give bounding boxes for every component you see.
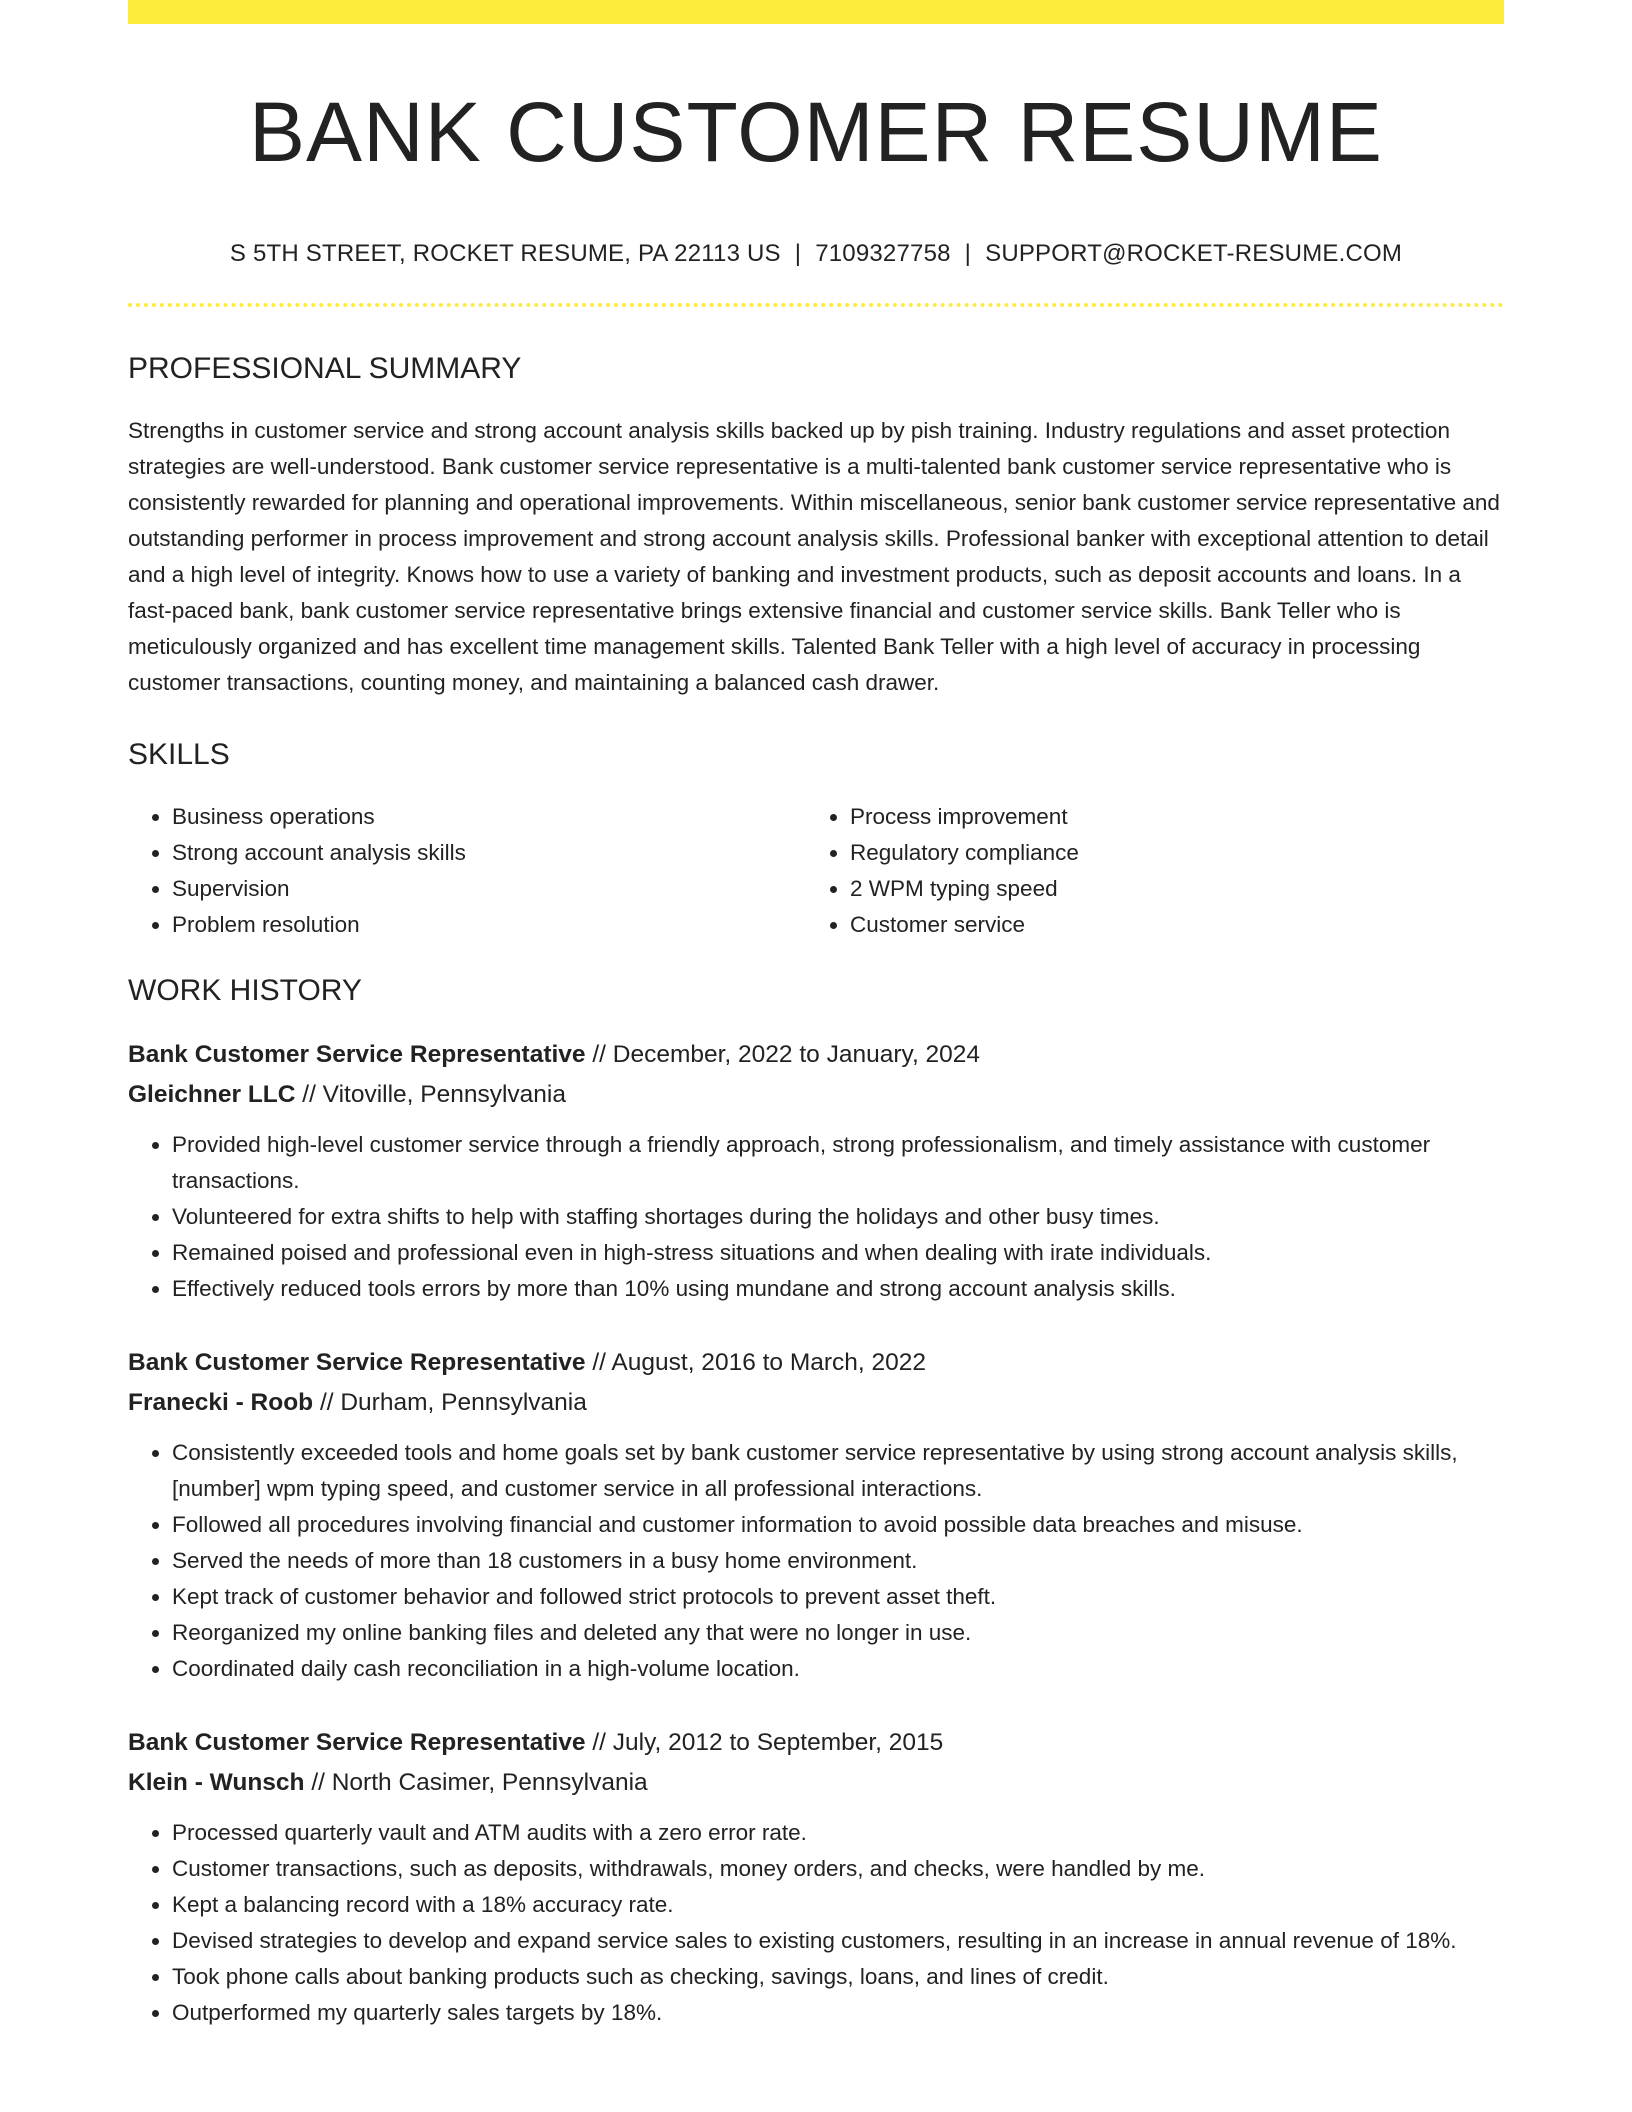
- job-bullets: [128, 1127, 1504, 1307]
- job-bullet: • Devised strategies to develop and expand service sales to existing customers, resulting in an increase in annual revenue of 18%.: [172, 1923, 1504, 1959]
- job-company-line: [128, 1383, 1504, 1423]
- skills-column-left: [128, 799, 806, 943]
- job-bullet: • Reorganized my online banking files and deleted any that were no longer in use.: [172, 1615, 1504, 1651]
- phone-text: 7109327758: [815, 240, 951, 268]
- skill-item: • Regulatory compliance: [850, 835, 1484, 871]
- job-company-line: [128, 1075, 1504, 1115]
- dotted-divider: [128, 303, 1504, 307]
- contact-line: [128, 240, 1504, 269]
- job-dates: // December, 2022 to January, 2024: [585, 1041, 981, 1069]
- job-bullet: • Took phone calls about banking products such as checking, savings, loans, and lines of credit.: [172, 1959, 1504, 1995]
- skill-item: • 2 WPM typing speed: [850, 871, 1484, 907]
- skills-heading: SKILLS: [128, 738, 230, 772]
- job-bullet: • Kept track of customer behavior and followed strict protocols to prevent asset theft.: [172, 1579, 1504, 1615]
- job-bullet: • Followed all procedures involving financial and customer information to avoid possible data breaches and misuse.: [172, 1507, 1504, 1543]
- job-bullet: • Remained poised and professional even in high-stress situations and when dealing with irate individuals.: [172, 1235, 1504, 1271]
- job-location: // North Casimer, Pennsylvania: [304, 1769, 648, 1797]
- job-entry: [128, 1035, 1504, 1307]
- work-history-heading: WORK HISTORY: [128, 974, 362, 1008]
- job-location: // Vitoville, Pennsylvania: [295, 1081, 567, 1109]
- job-bullet: • Customer transactions, such as deposits, withdrawals, money orders, and checks, were handled by me.: [172, 1851, 1504, 1887]
- skills-list: [128, 799, 1504, 943]
- job-bullet: • Consistently exceeded tools and home goals set by bank customer service representative by using strong account analysis skills, [number] wpm typing speed, and customer service in all professional interactions.: [172, 1435, 1504, 1507]
- skill-item: • Customer service: [850, 907, 1484, 943]
- job-dates: // August, 2016 to March, 2022: [585, 1349, 927, 1377]
- skill-item: • Business operations: [172, 799, 806, 835]
- job-bullet: • Effectively reduced tools errors by more than 10% using mundane and strong account analysis skills.: [172, 1271, 1504, 1307]
- job-bullet: • Outperformed my quarterly sales targets by 18%.: [172, 1995, 1504, 2031]
- job-company: Klein - Wunsch: [128, 1769, 305, 1797]
- job-dates: // July, 2012 to September, 2015: [585, 1729, 944, 1757]
- skill-item: • Strong account analysis skills: [172, 835, 806, 871]
- skill-item: • Supervision: [172, 871, 806, 907]
- skill-item: • Process improvement: [850, 799, 1484, 835]
- job-bullet: • Kept a balancing record with a 18% accuracy rate.: [172, 1887, 1504, 1923]
- job-bullets: [128, 1815, 1504, 2031]
- job-role-line: [128, 1343, 1504, 1383]
- address-text: S 5TH STREET, ROCKET RESUME, PA 22113 US: [229, 240, 781, 268]
- job-role-line: [128, 1723, 1504, 1763]
- job-location: // Durham, Pennsylvania: [313, 1389, 587, 1417]
- summary-heading: PROFESSIONAL SUMMARY: [128, 352, 522, 386]
- job-bullet: • Provided high-level customer service through a friendly approach, strong professionalism, and timely assistance with customer transactions.: [172, 1127, 1504, 1199]
- job-entry: [128, 1343, 1504, 1687]
- job-bullet: • Processed quarterly vault and ATM audits with a zero error rate.: [172, 1815, 1504, 1851]
- resume-page: [128, 0, 1504, 2031]
- skill-item: • Problem resolution: [172, 907, 806, 943]
- job-role: Bank Customer Service Representative: [128, 1349, 586, 1377]
- job-company: Gleichner LLC: [128, 1081, 296, 1109]
- job-bullet: • Served the needs of more than 18 customers in a busy home environment.: [172, 1543, 1504, 1579]
- job-entry: [128, 1723, 1504, 2031]
- job-role-line: [128, 1035, 1504, 1075]
- contact-separator: |: [794, 240, 802, 268]
- job-bullet: • Coordinated daily cash reconciliation in a high-volume location.: [172, 1651, 1504, 1687]
- summary-text: Strengths in customer service and strong account analysis skills backed up by pish training. Industry regulations and asset protection strategies are well-understood. Bank customer service representative is a multi-talented bank customer service representative who is consistently rewarded for planning and operational improvements. Within miscellaneous, senior bank customer service representative and outstanding performer in process improvement and strong account analysis skills. Professional banker with exceptional attention to detail and a high level of integrity. Knows how to use a variety of banking and investment products, such as deposit accounts and loans. In a fast-paced bank, bank customer service representative brings extensive financial and customer service skills. Bank Teller who is meticulously organized and has excellent time management skills. Talented Bank Teller with a high level of accuracy in processing customer transactions, counting money, and maintaining a balanced cash drawer.: [128, 418, 1500, 696]
- contact-separator: |: [964, 240, 972, 268]
- job-bullet: • Volunteered for extra shifts to help with staffing shortages during the holidays and other busy times.: [172, 1199, 1504, 1235]
- email-text: SUPPORT@ROCKET-RESUME.COM: [985, 240, 1403, 268]
- job-company-line: [128, 1763, 1504, 1803]
- job-role: Bank Customer Service Representative: [128, 1041, 586, 1069]
- job-company: Franecki - Roob: [128, 1389, 314, 1417]
- job-bullets: [128, 1435, 1504, 1687]
- skills-column-right: [806, 799, 1484, 943]
- job-role: Bank Customer Service Representative: [128, 1729, 586, 1757]
- resume-title: BANK CUSTOMER RESUME: [249, 85, 1383, 179]
- top-accent-bar: [128, 0, 1504, 24]
